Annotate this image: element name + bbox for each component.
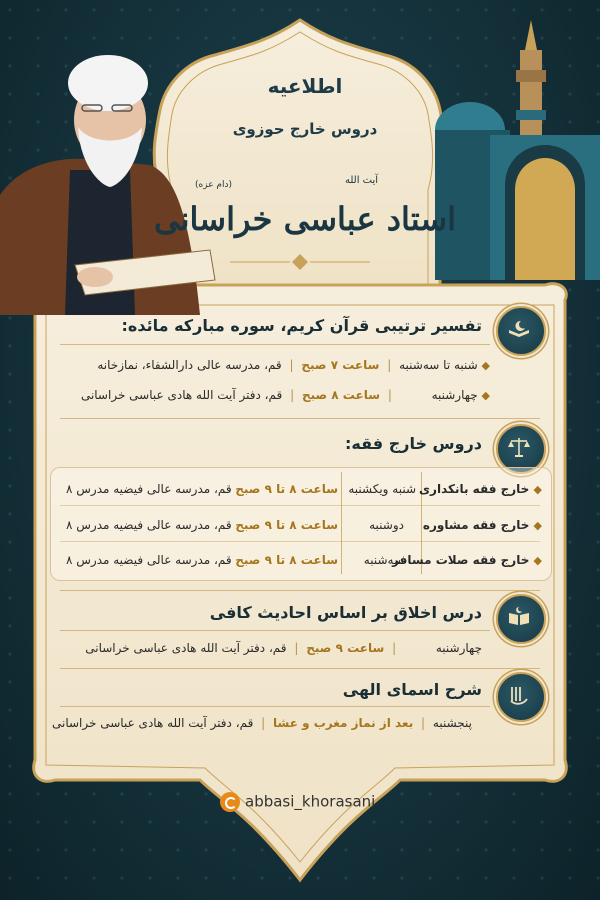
ayatollah-label: آیت الله: [345, 175, 379, 186]
akhlaq-row: چهارشنبه | ساعت ۹ صبح | قم، دفتر آیت الله هادی عباسی خراسانی: [85, 641, 482, 655]
fiqh-row-3-place: قم، مدرسه عالی فیضیه مدرس ۸: [66, 553, 232, 567]
fiqh-row-3-time: ساعت ۸ تا ۹ صبح: [235, 553, 338, 567]
row-subject: خارج فقه بانکداری: [419, 482, 530, 496]
divider: [60, 418, 540, 419]
eitaa-logo-icon: [220, 792, 240, 812]
row-day: چهارشنبه: [435, 641, 482, 655]
fiqh-row-1-time: ساعت ۸ تا ۹ صبح: [235, 482, 338, 496]
scales-icon: [507, 435, 531, 459]
fiqh-row-1-place: قم، مدرسه عالی فیضیه مدرس ۸: [66, 482, 232, 496]
divider: [60, 630, 490, 631]
fiqh-row-3-day: سه‌شنبه: [363, 553, 404, 567]
fiqh-row-1-subject: ◆ خارج فقه بانکداری: [419, 482, 542, 496]
book-medallion: [496, 594, 546, 644]
tafsir-row-1: ◆ شنبه تا سه‌شنبه | ساعت ۷ صبح | قم، مدرسه عالی دارالشفاء، نمازخانه: [97, 358, 490, 372]
divider: [60, 706, 490, 707]
row-day: پنجشنبه: [432, 716, 472, 730]
row-subject: خارج فقه صلات مسافر: [392, 553, 530, 567]
fiqh-row-2-time: ساعت ۸ تا ۹ صبح: [235, 518, 338, 532]
column-separator: [341, 472, 342, 574]
row-time: ساعت ۷ صبح: [301, 358, 380, 372]
section-title-fiqh: دروس خارج فقه:: [345, 434, 482, 453]
course-subtitle: دروس خارج حوزوی: [232, 120, 378, 138]
divider: [60, 590, 540, 591]
tafsir-row-2: ◆ چهارشنبه | ساعت ۸ صبح | قم، دفتر آیت الله هادی عباسی خراسانی: [80, 388, 490, 402]
fiqh-row-2-day: دوشنبه: [369, 518, 404, 532]
row-place: قم، دفتر آیت الله هادی عباسی خراسانی: [80, 388, 283, 402]
section-title-tafsir: تفسیر ترتیبی قرآن کریم، سوره مبارکه مائده:: [121, 316, 482, 335]
quran-icon: [507, 317, 531, 341]
divider: [60, 668, 540, 669]
fiqh-row-2-subject: ◆ خارج فقه مشاوره: [422, 518, 542, 532]
handle-text: abbasi_khorasani: [245, 792, 376, 811]
divider: [60, 344, 490, 345]
row-place: قم، مدرسه عالی دارالشفاء، نمازخانه: [97, 358, 282, 372]
divider: [60, 541, 540, 542]
row-day: چهارشنبه: [431, 388, 478, 402]
allah-medallion: [496, 672, 546, 722]
calligraphy-icon: [507, 683, 531, 707]
fiqh-row-2-place: قم، مدرسه عالی فیضیه مدرس ۸: [66, 518, 232, 532]
row-place: قم، دفتر آیت الله هادی عباسی خراسانی: [85, 641, 287, 655]
row-place: قم، دفتر آیت الله هادی عباسی خراسانی: [52, 716, 254, 730]
row-time: ساعت ۹ صبح: [306, 641, 385, 655]
mosque-illustration: [430, 10, 600, 280]
social-handle[interactable]: [220, 792, 375, 812]
section-title-asma: شرح اسمای الهی: [342, 680, 482, 699]
row-subject: خارج فقه مشاوره: [422, 518, 530, 532]
asma-row: پنجشنبه | بعد از نماز مغرب و عشا | قم، دفتر آیت الله هادی عباسی خراسانی: [52, 716, 472, 730]
quran-medallion: [496, 306, 546, 356]
row-day: شنبه تا سه‌شنبه: [399, 358, 478, 372]
row-time: بعد از نماز مغرب و عشا: [273, 716, 414, 730]
fiqh-row-1-day: شنبه ویکشنبه: [348, 482, 416, 496]
dama-label: (دام عزه): [195, 180, 233, 190]
notice-heading: اطلاعیه: [267, 74, 343, 98]
row-time: ساعت ۸ صبح: [301, 388, 380, 402]
fiqh-row-3-subject: ◆ خارج فقه صلات مسافر: [392, 553, 542, 567]
teacher-name: استاد عباسی خراسانی: [153, 200, 457, 238]
section-title-akhlaq: درس اخلاق بر اساس احادیث کافی: [209, 603, 482, 622]
divider: [60, 505, 540, 506]
open-book-icon: [507, 605, 531, 629]
